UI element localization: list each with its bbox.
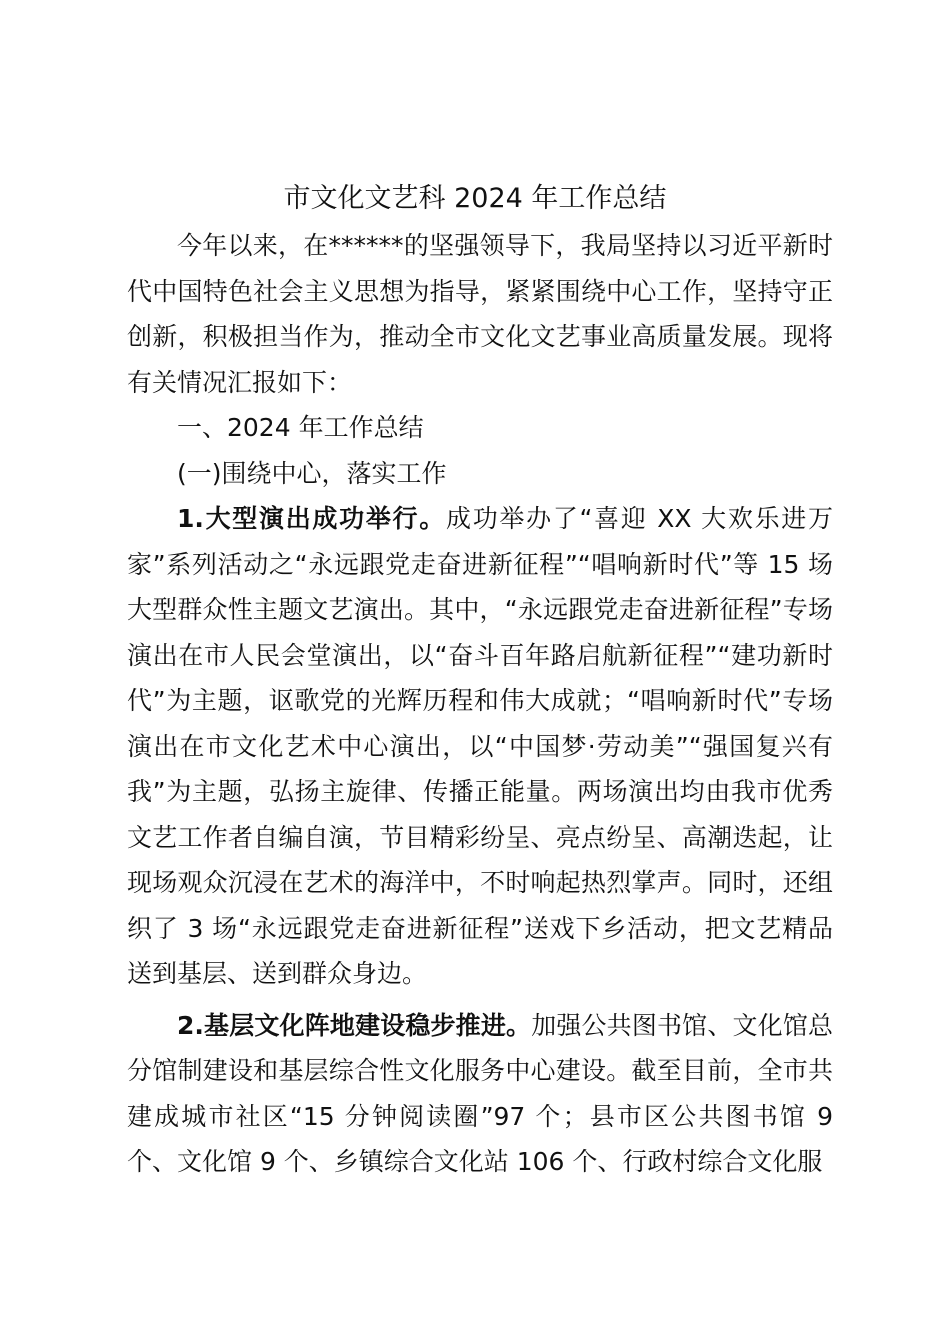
document-title: 市文化文艺科 2024 年工作总结 — [283, 183, 667, 214]
item-1-lead: 1.大型演出成功举行。 — [177, 504, 446, 533]
section-heading: 一、2024 年工作总结 — [177, 413, 424, 442]
document-body — [127, 223, 833, 1185]
item-2-text: 加强公共图书馆、文化馆总分馆制建设和基层综合性文化服务中心建设。截至目前，全市共建成城市社区“15 分钟阅读圈”97 个；县市区公共图书馆 9 个、文化馆 9 个、乡镇综合文化站 106 个、行政村综合文化服 — [127, 1010, 833, 1176]
item-2-lead: 2.基层文化阵地建设稳步推进。 — [177, 1010, 532, 1040]
item-2-paragraph — [127, 1003, 833, 1185]
subsection-heading: (一)围绕中心，落实工作 — [177, 458, 447, 488]
item-1-paragraph — [127, 496, 833, 997]
item-1-text: 成功举办了“喜迎 XX 大欢乐进万家”系列活动之“永远跟党走奋进新征程”“唱响新时代”等 15 场大型群众性主题文艺演出。其中，“永远跟党走奋进新征程”专场演出在市人民会堂演出，以“奋斗百年路启航新征程”“建功新时代”为主题，讴歌党的光辉历程和伟大成就；“唱响新时代”专场演出在市文化艺术中心演出，以“中国梦·劳动美”“强国复兴有我”为主题，弘扬主旋律、传播正能量。两场演出均由我市优秀文艺工作者自编自演，节目精彩纷呈、亮点纷呈、高潮迭起，让现场观众沉浸在艺术的海洋中，不时响起热烈掌声。同时，还组织了 3 场“永远跟党走奋进新征程”送戏下乡活动，把文艺精品送到基层、送到群众身边。 — [127, 504, 833, 988]
intro-paragraph: 今年以来，在******的坚强领导下，我局坚持以习近平新时代中国特色社会主义思想为指导，紧紧围绕中心工作，坚持守正创新，积极担当作为，推动全市文化文艺事业高质量发展。现将有关情况汇报如下： — [127, 231, 833, 397]
